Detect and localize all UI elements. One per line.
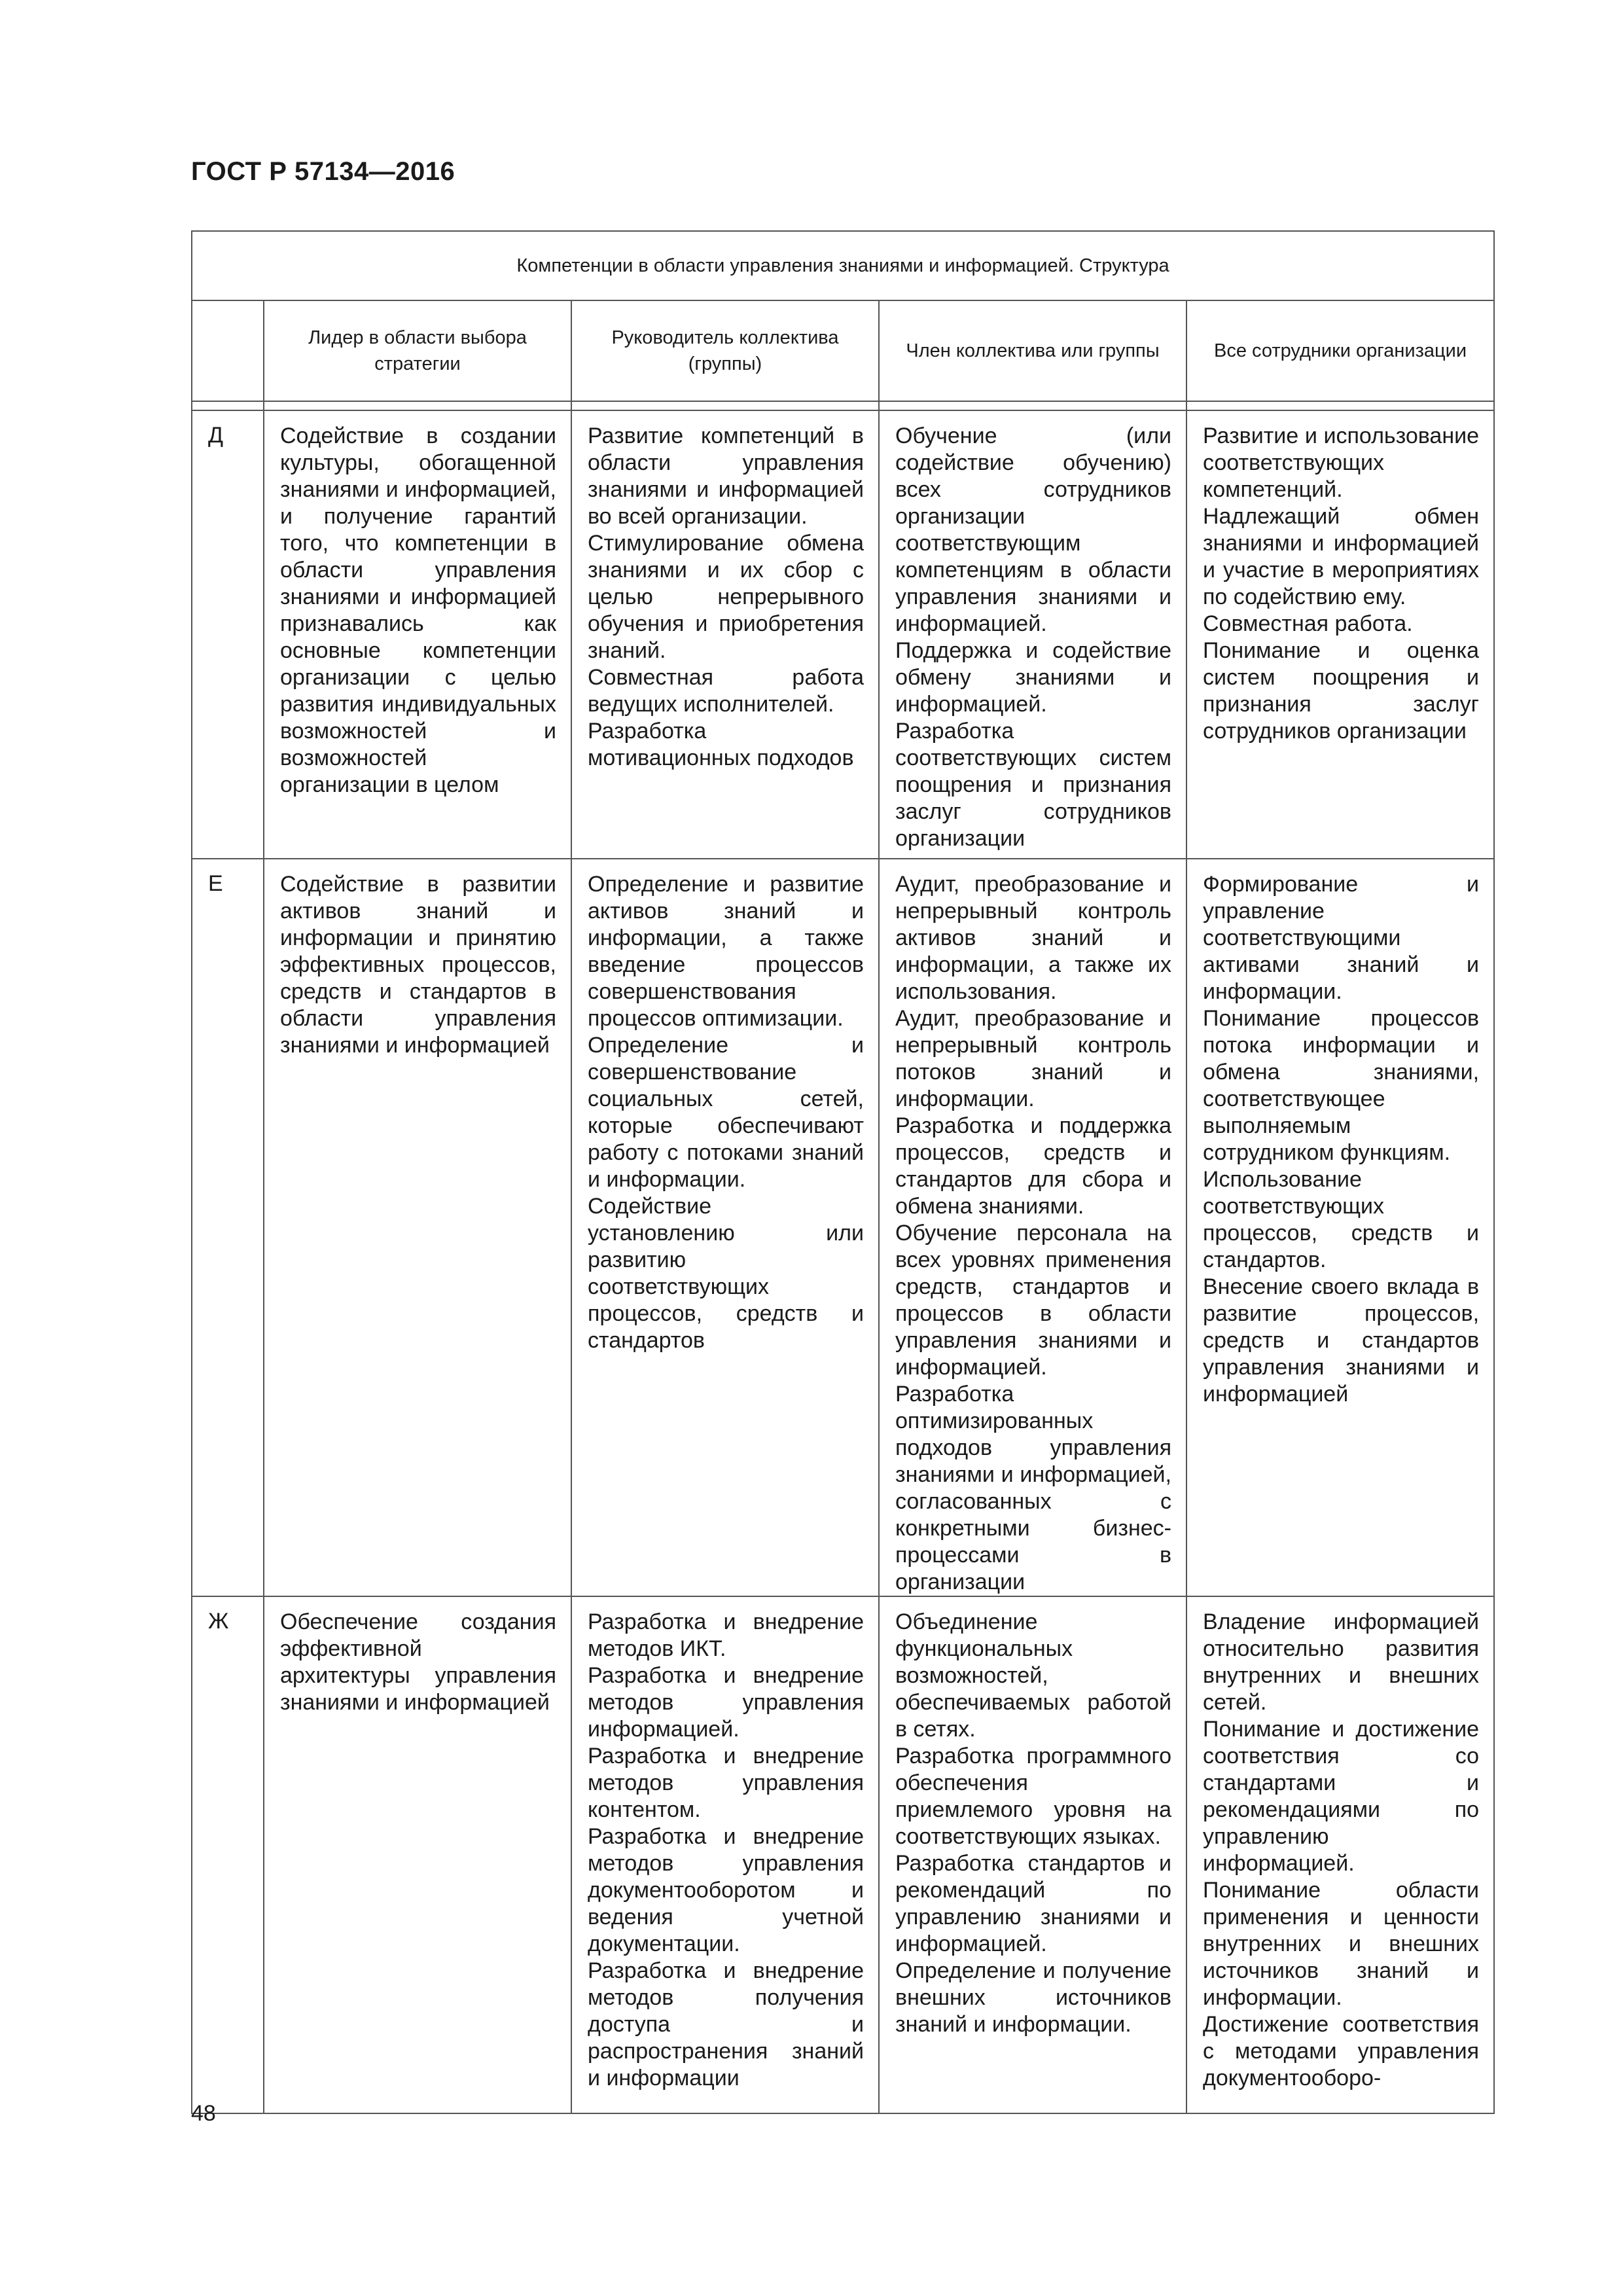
cell-paragraph: Формирование и управление соответствующими активами знаний и информации. — [1203, 872, 1480, 1004]
cell-paragraph: Внесение своего вклада в развитие процессов, средств и стандартов управления знаниями и информацией — [1203, 1274, 1480, 1407]
cell-paragraph: Объединение функциональных возможностей, обеспечиваемых работой в сетях. — [895, 1609, 1171, 1742]
table-row — [192, 1596, 1494, 2113]
cell-paragraph: Понимание области применения и ценности внутренних и внешних источников знаний и информации. — [1203, 1878, 1480, 2010]
cell-paragraph: Аудит, преобразование и непрерывный контроль активов знаний и информации, а также их использования. — [895, 872, 1171, 1004]
cell-paragraph: Аудит, преобразование и непрерывный контроль потоков знаний и информации. — [895, 1006, 1171, 1111]
cell-paragraph: Разработка оптимизированных подходов управления знаниями и информацией, согласованных с конкретными бизнес-процессами в организации — [895, 1382, 1171, 1594]
header-empty-cell — [192, 300, 264, 401]
table-cell — [571, 410, 879, 859]
table-cell — [571, 1596, 879, 2113]
cell-paragraph: Совместная работа. — [1203, 611, 1413, 636]
cell-paragraph: Содействие в развитии активов знаний и информации и принятию эффективных процессов, средств и стандартов в области управления знаниями и информацией — [280, 872, 556, 1058]
cell-paragraph: Понимание и оценка систем поощрения и признания заслуг сотрудников организации — [1203, 638, 1480, 744]
cell-paragraph: Достижение соответствия с методами управления документооборо- — [1203, 2012, 1480, 2090]
table-cell — [571, 859, 879, 1596]
table-caption: Компетенции в области управления знаниями и информацией. Структура — [192, 231, 1494, 300]
table-caption-row — [192, 231, 1494, 300]
cell-paragraph: Определение и развитие активов знаний и информации, а также введение процессов совершенствования процессов оптимизации. — [588, 872, 864, 1031]
cell-paragraph: Определение и совершенствование социальных сетей, которые обеспечивают работу с потоками знаний и информации. — [588, 1033, 864, 1192]
cell-paragraph: Развитие и использование соответствующих компетенций. — [1203, 423, 1480, 502]
cell-paragraph: Определение и получение внешних источников знаний и информации. — [895, 1958, 1171, 2037]
cell-paragraph: Содействие установлению или развитию соответствующих процессов, средств и стандартов — [588, 1194, 864, 1353]
cell-paragraph: Разработка и внедрение методов ИКТ. — [588, 1609, 864, 1661]
table-cell — [264, 410, 571, 859]
cell-paragraph: Разработка и поддержка процессов, средств и стандартов для сбора и обмена знаниями. — [895, 1113, 1171, 1219]
cell-paragraph: Разработка программного обеспечения приемлемого уровня на соответствующих языках. — [895, 1744, 1171, 1849]
cell-paragraph: Совместная работа ведущих исполнителей. — [588, 665, 864, 717]
column-header-team-manager: Руководитель коллектива (группы) — [571, 300, 879, 401]
cell-paragraph: Обучение персонала на всех уровнях применения средств, стандартов и процессов в области управления знаниями и информацией. — [895, 1221, 1171, 1380]
cell-paragraph: Стимулирование обмена знаниями и их сбор с целью непрерывного обучения и приобретения знаний. — [588, 531, 864, 663]
table-cell — [264, 859, 571, 1596]
table-cell — [1186, 410, 1494, 859]
table-cell — [879, 859, 1186, 1596]
cell-paragraph: Разработка и внедрение методов управления документооборотом и ведения учетной документации. — [588, 1824, 864, 1956]
cell-paragraph: Обучение (или содействие обучению) всех сотрудников организации соответствующим компетенциям в области управления знаниями и информацией. — [895, 423, 1171, 636]
table-cell — [879, 410, 1186, 859]
header-spacer-row — [192, 401, 1494, 410]
cell-paragraph: Поддержка и содействие обмену знаниями и информацией. — [895, 638, 1171, 717]
table-cell — [1186, 1596, 1494, 2113]
cell-paragraph: Надлежащий обмен знаниями и информацией и участие в мероприятиях по содействию ему. — [1203, 504, 1480, 609]
row-letter: Ж — [192, 1596, 264, 2113]
cell-paragraph: Владение информацией относительно развития внутренних и внешних сетей. — [1203, 1609, 1480, 1715]
document-id: ГОСТ Р 57134—2016 — [191, 157, 455, 186]
cell-paragraph: Разработка стандартов и рекомендаций по управлению знаниями и информацией. — [895, 1851, 1171, 1956]
competence-table — [191, 230, 1495, 2114]
column-header-strategy-leader: Лидер в области выбора стратегии — [264, 300, 571, 401]
table-header-row — [192, 300, 1494, 401]
cell-paragraph: Разработка и внедрение методов управления контентом. — [588, 1744, 864, 1822]
cell-paragraph: Использование соответствующих процессов, средств и стандартов. — [1203, 1167, 1480, 1272]
table-cell — [879, 1596, 1186, 2113]
cell-paragraph: Разработка и внедрение методов получения доступа и распространения знаний и информации — [588, 1958, 864, 2090]
cell-paragraph: Обеспечение создания эффективной архитектуры управления знаниями и информацией — [280, 1609, 556, 1715]
table-cell — [1186, 859, 1494, 1596]
cell-paragraph: Понимание и достижение соответствия со стандартами и рекомендациями по управлению информацией. — [1203, 1717, 1480, 1876]
cell-paragraph: Разработка мотивационных подходов — [588, 719, 854, 770]
table-row — [192, 859, 1494, 1596]
cell-paragraph: Понимание процессов потока информации и обмена знаниями, соответствующее выполняемым сотрудником функциям. — [1203, 1006, 1480, 1165]
row-letter: Д — [192, 410, 264, 859]
cell-paragraph: Развитие компетенций в области управления знаниями и информацией во всей организации. — [588, 423, 864, 529]
cell-paragraph: Содействие в создании культуры, обогащенной знаниями и информацией, и получение гарантий того, что компетенции в области управления знаниями и информацией признавались как основные компетенции организации с целью развития индивидуальных возможностей и возможностей организации в целом — [280, 423, 556, 797]
page-number: 48 — [191, 2101, 216, 2126]
table-row — [192, 410, 1494, 859]
row-letter: Е — [192, 859, 264, 1596]
column-header-all-staff: Все сотрудники организации — [1186, 300, 1494, 401]
cell-paragraph: Разработка соответствующих систем поощрения и признания заслуг сотрудников организации — [895, 719, 1171, 851]
table-cell — [264, 1596, 571, 2113]
column-header-team-member: Член коллектива или группы — [879, 300, 1186, 401]
cell-paragraph: Разработка и внедрение методов управления информацией. — [588, 1663, 864, 1742]
